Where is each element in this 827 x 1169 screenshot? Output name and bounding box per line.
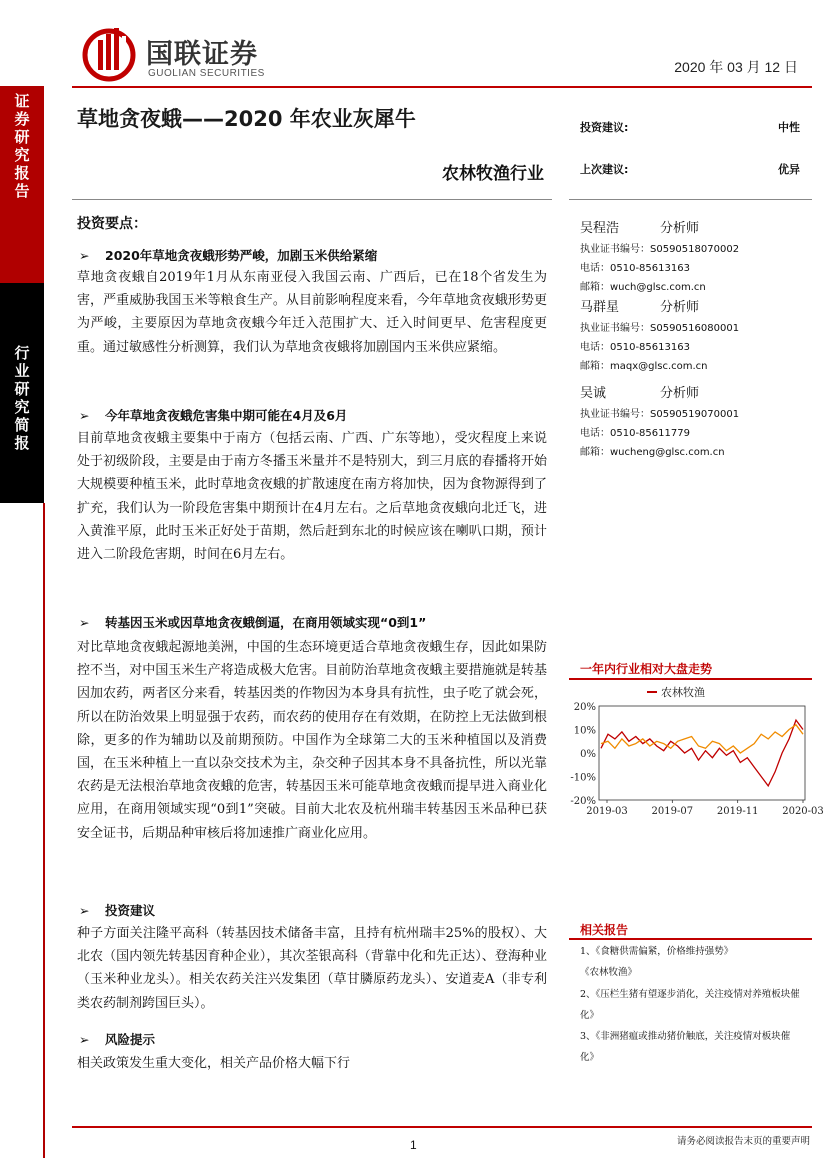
- related-divider: [569, 938, 812, 940]
- rating-current: [580, 119, 800, 135]
- analyst-card: [580, 296, 810, 372]
- y-tick-label: 10%: [573, 725, 596, 737]
- header-divider: [72, 86, 812, 88]
- x-tick-label: 2019-03: [586, 806, 628, 817]
- title-divider: [72, 199, 552, 200]
- chart-plot-frame: [599, 706, 805, 800]
- legend-label: 农林牧渔: [661, 686, 705, 699]
- y-tick-label: -10%: [570, 772, 596, 784]
- analyst-email[interactable]: 邮箱：wucheng@glsc.com.cn: [580, 447, 725, 458]
- y-tick-label: 20%: [573, 702, 596, 713]
- section-paragraph: 种子方面关注隆平高科（转基因技术储备丰富，且持有杭州瑞丰25%的股权）、大北农（国内领先转基因育种企业），其次荃银高科（背靠中化和先正达）、登海种业（玉米种业龙头）。相关农药关注兴发集团（草甘膦原药龙头）、安道麦A（非专利类农药制剂跨国巨头）。: [77, 926, 547, 1011]
- analyst-role: 分析师: [660, 386, 700, 401]
- analyst-role: 分析师: [660, 300, 700, 315]
- analyst-phone: 电话：0510-85611779: [580, 428, 690, 439]
- side-divider: [43, 503, 45, 1158]
- section-heading-text: 转基因玉米或因草地贪夜蛾倒逼，在商用领域实现“0到1”: [105, 615, 427, 630]
- footer-divider: [72, 1126, 812, 1128]
- logo-mark-icon: [82, 26, 138, 82]
- chart-divider: [569, 678, 812, 680]
- bullet-arrow-icon: ➢: [79, 248, 90, 263]
- analyst-phone: 电话：0510-85613163: [580, 342, 690, 353]
- section-paragraph: 相关政策发生重大变化，相关产品价格大幅下行: [77, 1056, 351, 1071]
- analyst-role: 分析师: [660, 221, 700, 236]
- side-label-report-type: 证 券 研 究 报 告: [14, 92, 30, 200]
- analyst-email[interactable]: 邮箱：maqx@glsc.com.cn: [580, 361, 708, 372]
- key-points-heading: 投资要点：: [77, 216, 147, 232]
- company-logo: [82, 26, 312, 86]
- section-heading: [79, 901, 155, 919]
- section-heading-text: 今年草地贪夜蛾危害集中期可能在4月及6月: [105, 408, 348, 423]
- rating-current-value: 中性: [778, 121, 800, 134]
- section-paragraph: 对比草地贪夜蛾起源地美洲，中国的生态环境更适合草地贪夜蛾生存，因此如果防控不当，对中国玉米生产将造成极大危害。目前防治草地贪夜蛾主要措施就是转基因加农药，两者区分来看，转基因类的作物因为本身具有抗性，虫子吃了就会死，所以在防治效果上明显强于农药，而农药的使用存在有效期，在防控上无法做到根除，更多的作为辅助以及前期预防。中国作为全球第二大的玉米种植国以及消费国，在玉米种植上一直以杂交技术为主，杂交种子因其本身不具备抗性，所以光靠农药是无法根治草地贪夜蛾的危害，转基因玉米可能草地贪夜蛾而提早进入商业化应用，在商用领域实现“0到1”突破。目前大北农及杭州瑞丰转基因玉米品种已获安全证书，后期品种审核后将加速推广商业化应用。: [77, 640, 547, 841]
- rating-previous-value: 优异: [778, 163, 800, 176]
- y-tick-label: 0%: [580, 749, 596, 760]
- page-number: 1: [410, 1138, 417, 1152]
- rating-current-label: 投资建议:: [580, 121, 629, 134]
- analyst-card: [580, 217, 810, 293]
- section-heading: [79, 613, 426, 631]
- report-title: 草地贪夜蛾——2020 年农业灰犀牛: [77, 107, 416, 131]
- rating-previous-label: 上次建议:: [580, 163, 629, 176]
- related-report-item[interactable]: 2、《压栏生猪有望逐步消化，关注疫情对养殖板块催化》: [580, 989, 800, 1021]
- analyst-email[interactable]: 邮箱：wuch@glsc.com.cn: [580, 282, 706, 293]
- related-reports-title: 相关报告: [580, 923, 629, 937]
- section-heading-text: 投资建议: [105, 903, 156, 918]
- publish-date: 2020 年 03 月 12 日: [674, 59, 798, 75]
- analyst-name: 马群星: [580, 300, 620, 315]
- x-tick-label: 2019-07: [651, 806, 694, 817]
- rating-divider: [569, 199, 812, 200]
- related-report-item[interactable]: 3、《非洲猪瘟或推动猪价触底，关注疫情对板块催化》: [580, 1031, 791, 1063]
- disclaimer-note: 请务必阅读报告末页的重要声明: [676, 1136, 810, 1147]
- chart-title: 一年内行业相对大盘走势: [580, 662, 713, 676]
- analyst-phone: 电话：0510-85613163: [580, 263, 690, 274]
- section-heading: [79, 246, 377, 264]
- section-heading-text: 风险提示: [105, 1032, 156, 1047]
- x-tick-label: 2019-11: [716, 806, 759, 817]
- relative-performance-chart: [569, 682, 824, 822]
- industry-label: 农林牧渔行业: [442, 164, 544, 184]
- section-heading: [79, 1030, 155, 1048]
- analyst-name: 吴程浩: [580, 221, 620, 236]
- company-name-en: GUOLIAN SECURITIES: [148, 68, 265, 79]
- company-name: 国联证券: [146, 39, 258, 70]
- y-tick-label: -20%: [570, 796, 596, 807]
- analyst-cert: 执业证书编号：S0590518070002: [580, 244, 740, 255]
- analyst-cert: 执业证书编号：S0590516080001: [580, 323, 740, 334]
- bullet-arrow-icon: ➢: [79, 903, 90, 918]
- section-heading: [79, 406, 347, 424]
- analyst-card: [580, 382, 810, 458]
- side-label-report-category: 行 业 研 究 简 报: [14, 344, 30, 452]
- bullet-arrow-icon: ➢: [79, 615, 90, 630]
- related-report-item[interactable]: 1、《食糖供需偏紧，价格维持强势》: [580, 946, 734, 957]
- x-tick-label: 2020-03: [782, 806, 824, 817]
- bullet-arrow-icon: ➢: [79, 1032, 90, 1047]
- related-report-item[interactable]: 《农林牧渔》: [580, 967, 638, 978]
- section-paragraph: 草地贪夜蛾自2019年1月从东南亚侵入我国云南、广西后，已在18个省发生为害，严重威胁我国玉米等粮食生产。从目前影响程度来看，今年草地贪夜蛾形势更为严峻，主要原因为草地贪夜蛾今年迁入范围扩大、迁入时间更早、危害程度更重。通过敏感性分析测算，我们认为草地贪夜蛾将加剧国内玉米供应紧缩。: [77, 270, 547, 355]
- bullet-arrow-icon: ➢: [79, 408, 90, 423]
- analyst-cert: 执业证书编号：S0590519070001: [580, 409, 740, 420]
- rating-previous: [580, 161, 800, 177]
- series-line-0: [601, 720, 803, 786]
- section-heading-text: 2020年草地贪夜蛾形势严峻，加剧玉米供给紧缩: [105, 248, 378, 263]
- section-paragraph: 目前草地贪夜蛾主要集中于南方（包括云南、广西、广东等地），受灾程度上来说处于初级阶段，主要是由于南方冬播玉米量并不是特别大，到三月底的春播将开始大规模要种植玉米，此时草地贪夜蛾的扩散速度在南方将加快，因为食物源得到了扩充，我们认为一阶段危害集中期预计在4月左右。之后草地贪夜蛾向北迁飞，进入黄淮平原，此时玉米正好处于苗期，然后赶到东北的时候应该在喇叭口期，预计进入二阶段危害期，时间在6月左右。: [77, 431, 547, 563]
- analyst-name: 吴诚: [580, 386, 607, 401]
